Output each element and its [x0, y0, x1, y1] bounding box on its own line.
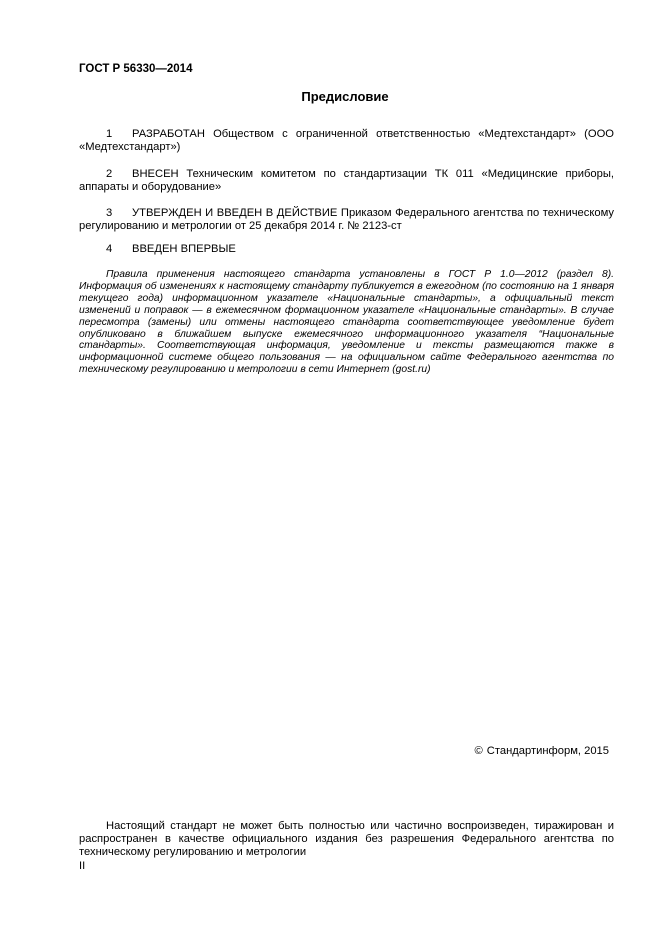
copyright-line	[475, 745, 609, 758]
item-number: 1	[106, 128, 113, 140]
item-text: УТВЕРЖДЕН И ВВЕДЕН В ДЕЙСТВИЕ Приказом Федерального агентства по техническому регулированию и метрологии от 25 декабря 2014 г. № 2123-ст	[79, 207, 614, 232]
preface-item-2	[79, 168, 614, 194]
preface-item-4	[79, 243, 614, 256]
item-text: ВВЕДЕН ВПЕРВЫЕ	[132, 243, 236, 255]
page-number: II	[79, 860, 86, 872]
copyright-text: Стандартинформ, 2015	[486, 745, 609, 757]
item-number: 3	[106, 207, 113, 219]
page-title: Предисловие	[301, 89, 389, 104]
item-text: РАЗРАБОТАН Обществом с ограниченной ответственностью «Медтехстандарт» (ООО «Медтехстандарт»)	[79, 128, 614, 153]
document-code: ГОСТ Р 56330—2014	[79, 63, 193, 75]
preface-item-1	[79, 128, 614, 154]
reproduction-notice: Настоящий стандарт не может быть полностью или частично воспроизведен, тиражирован и распространен в качестве официального издания без разрешения Федерального агентства по техническому регулированию и метрологии	[79, 820, 614, 858]
preface-item-3	[79, 207, 614, 233]
copyright-icon: ©	[474, 745, 483, 757]
item-number: 2	[106, 168, 113, 180]
usage-rules-note: Правила применения настоящего стандарта установлены в ГОСТ Р 1.0—2012 (раздел 8). Информация об изменениях к настоящему стандарту публикуется в ежегодном (по состоянию на 1 января текущего года) информационном указателе «Национальные стандарты», а официальный текст изменений и поправок — в ежемесячном формационном указателе «Национальные стандарты». В случае пересмотра (замены) или отмены настоящего стандарта соответствующее уведомление будет опубликовано в ближайшем выпуске ежемесячного информационного указателя “Национальные стандарты». Соответствующая информация, уведомление и тексты размещаются также в информационной системе общего пользования — на официальном сайте Федерального агентства по техническому регулированию и метрологии в сети Интернет (gost.ru)	[79, 269, 614, 376]
item-number: 4	[106, 243, 113, 255]
item-text: ВНЕСЕН Техническим комитетом по стандартизации ТК 011 «Медицинские приборы, аппараты и оборудование»	[79, 168, 614, 193]
